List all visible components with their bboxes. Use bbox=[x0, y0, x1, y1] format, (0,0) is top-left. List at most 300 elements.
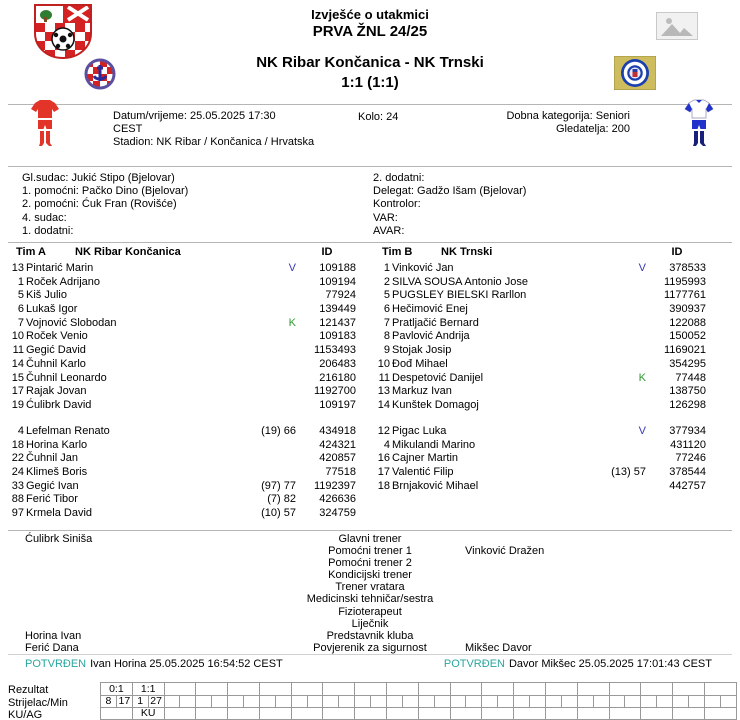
team-a-substitutes bbox=[8, 425, 356, 521]
player-id: 122088 bbox=[669, 316, 706, 329]
event-scorer-cell bbox=[164, 696, 180, 708]
event-kuag-cell: KU bbox=[132, 708, 164, 720]
event-minute-cell bbox=[625, 696, 641, 708]
report-title: Izvješće o utakmici bbox=[311, 7, 429, 22]
team-b-roster bbox=[374, 246, 706, 492]
event-kuag-cell bbox=[482, 708, 514, 720]
player-number: 5 bbox=[17, 289, 24, 302]
player-id: 378533 bbox=[669, 262, 706, 274]
event-result-cell bbox=[196, 683, 228, 696]
player-name: Pratljačić Bernard bbox=[392, 316, 479, 329]
image-placeholder-icon bbox=[656, 12, 698, 40]
player-name: Vojnović Slobodan bbox=[26, 316, 117, 329]
team-a-roster bbox=[8, 246, 356, 520]
event-result-cell bbox=[164, 683, 196, 696]
player-row bbox=[374, 452, 706, 466]
player-id: 77518 bbox=[325, 466, 356, 479]
player-captain-badge: V bbox=[638, 262, 646, 274]
player-number: 7 bbox=[383, 316, 390, 329]
staff-role-label: Liječnik bbox=[351, 617, 389, 630]
player-id: 126298 bbox=[669, 398, 706, 411]
player-name: Čuhnil Jan bbox=[26, 452, 78, 465]
player-number: 10 bbox=[377, 357, 390, 370]
player-name: Gegić Ivan bbox=[26, 479, 79, 492]
event-scorer-cell bbox=[323, 696, 339, 708]
event-minute-cell bbox=[720, 696, 736, 708]
staff-row bbox=[8, 642, 732, 654]
event-result-cell bbox=[228, 683, 260, 696]
event-minute-cell bbox=[466, 696, 482, 708]
player-row bbox=[374, 330, 706, 344]
events-grid bbox=[100, 682, 737, 720]
player-number: 10 bbox=[11, 330, 24, 343]
player-name: Markuz Ivan bbox=[392, 385, 452, 398]
match-datetime-stadium bbox=[113, 110, 314, 148]
team-a-label: Tim A bbox=[16, 246, 46, 258]
away-confirmation bbox=[444, 658, 712, 670]
divider bbox=[8, 654, 732, 655]
player-number: 22 bbox=[11, 452, 24, 465]
event-result-cell bbox=[355, 683, 387, 696]
player-number: 9 bbox=[383, 344, 390, 357]
player-name: Despetović Danijel bbox=[392, 371, 484, 384]
player-name: Roček Adrijano bbox=[26, 275, 100, 288]
player-number: 14 bbox=[377, 398, 390, 411]
event-scorer-cell: 8 bbox=[101, 696, 117, 708]
player-number: 2 bbox=[383, 275, 390, 288]
player-row bbox=[8, 480, 356, 494]
event-scorer-cell bbox=[291, 696, 307, 708]
staff-left-name: Horina Ivan bbox=[25, 629, 82, 642]
team-a-name: NK Ribar Končanica bbox=[75, 246, 181, 258]
player-captain-badge: V bbox=[288, 262, 296, 274]
match-title: NK Ribar Končanica - NK Trnski bbox=[256, 54, 484, 71]
event-scorer-cell bbox=[387, 696, 403, 708]
player-id: 216180 bbox=[319, 371, 356, 384]
staff-row bbox=[8, 593, 732, 605]
player-row bbox=[374, 289, 706, 303]
official-line: 2. pomoćni: Ćuk Fran (Rovišće) bbox=[22, 198, 177, 211]
event-kuag-cell bbox=[673, 708, 705, 720]
player-number: 5 bbox=[383, 289, 390, 302]
player-name: Cajner Martin bbox=[392, 452, 459, 465]
player-id: 206483 bbox=[319, 357, 356, 370]
match-timezone: CEST bbox=[113, 122, 143, 135]
event-kuag-cell bbox=[164, 708, 196, 720]
player-id: 109197 bbox=[319, 398, 356, 411]
staff-row bbox=[8, 618, 732, 630]
player-id: 1177761 bbox=[663, 289, 706, 302]
player-id: 77448 bbox=[675, 371, 706, 384]
player-number: 97 bbox=[11, 507, 24, 520]
event-result-cell: 0:1 bbox=[101, 683, 133, 696]
player-row bbox=[8, 344, 356, 358]
home-confirmed-by: Ivan Horina 25.05.2025 16:54:52 CEST bbox=[90, 658, 283, 670]
player-id: 434918 bbox=[319, 425, 356, 437]
event-result-cell bbox=[641, 683, 673, 696]
player-name: Čuhnil Karlo bbox=[26, 357, 86, 370]
player-number: 6 bbox=[383, 303, 390, 316]
event-result-cell bbox=[323, 683, 355, 696]
event-scorer-cell bbox=[577, 696, 593, 708]
event-minute-cell bbox=[339, 696, 355, 708]
player-row bbox=[8, 466, 356, 480]
player-sub-info: (10) 57 bbox=[261, 507, 296, 520]
player-number: 1 bbox=[17, 275, 24, 288]
player-name: Roček Venio bbox=[26, 330, 88, 343]
staff-row bbox=[8, 545, 732, 557]
player-name: Krmela David bbox=[26, 507, 93, 520]
home-kit-icon bbox=[30, 99, 60, 151]
player-id: 1153493 bbox=[313, 344, 356, 357]
player-captain-badge: V bbox=[638, 425, 646, 437]
player-number: 18 bbox=[377, 479, 390, 492]
team-b-name: NK Trnski bbox=[441, 246, 493, 258]
player-name: Ćulibrk David bbox=[26, 398, 92, 411]
event-result-cell: 1:1 bbox=[132, 683, 164, 696]
player-number: 13 bbox=[11, 262, 24, 274]
player-row bbox=[8, 276, 356, 290]
staff-role-label: Fizioterapeut bbox=[338, 605, 402, 618]
event-kuag-cell bbox=[323, 708, 355, 720]
events-kuag-row bbox=[101, 708, 737, 720]
player-id: 1192700 bbox=[313, 385, 356, 398]
event-scorer-cell bbox=[673, 696, 689, 708]
event-result-cell bbox=[514, 683, 546, 696]
event-result-cell bbox=[387, 683, 419, 696]
event-result-cell bbox=[291, 683, 323, 696]
player-number: 16 bbox=[377, 452, 390, 465]
player-row bbox=[8, 439, 356, 453]
event-minute-cell bbox=[593, 696, 609, 708]
event-scorer-cell bbox=[704, 696, 720, 708]
staff-role-label: Pomoćni trener 2 bbox=[328, 557, 412, 570]
events-result-row bbox=[101, 683, 737, 696]
player-name: Kiš Julio bbox=[26, 289, 67, 302]
team-a-id-header: ID bbox=[321, 246, 333, 258]
staff-row bbox=[8, 606, 732, 618]
event-scorer-cell bbox=[609, 696, 625, 708]
event-minute-cell bbox=[498, 696, 514, 708]
player-name: Pintarić Marin bbox=[26, 262, 94, 274]
match-datetime: Datum/vrijeme: 25.05.2025 17:30 bbox=[113, 110, 276, 122]
player-row bbox=[374, 466, 706, 480]
player-row bbox=[374, 262, 706, 276]
player-number: 19 bbox=[11, 398, 24, 411]
official-line: AVAR: bbox=[373, 224, 405, 237]
official-line: VAR: bbox=[373, 211, 398, 224]
event-kuag-cell bbox=[641, 708, 673, 720]
player-id: 354295 bbox=[669, 357, 706, 370]
team-b-starters bbox=[374, 262, 706, 413]
player-number: 13 bbox=[377, 385, 390, 398]
away-club-crest-icon bbox=[614, 56, 656, 90]
player-captain-badge: K bbox=[288, 316, 296, 329]
player-id: 377934 bbox=[669, 425, 706, 437]
player-number: 14 bbox=[11, 357, 24, 370]
events-row-label-kuag: KU/AG bbox=[8, 709, 43, 720]
player-name: Horina Karlo bbox=[26, 438, 88, 451]
player-id: 109183 bbox=[319, 330, 356, 343]
player-sub-info: (7) 82 bbox=[267, 493, 296, 506]
player-number: 7 bbox=[17, 316, 24, 329]
player-id: 1195993 bbox=[663, 275, 706, 288]
player-row bbox=[8, 425, 356, 439]
event-scorer-cell bbox=[514, 696, 530, 708]
match-stadium: Stadion: NK Ribar / Končanica / Hrvatska bbox=[113, 135, 315, 148]
event-minute-cell bbox=[402, 696, 418, 708]
event-kuag-cell bbox=[545, 708, 577, 720]
staff-left-name: Ćulibrk Siniša bbox=[25, 533, 93, 545]
officials-right-column bbox=[373, 172, 526, 238]
player-row bbox=[374, 317, 706, 331]
event-minute-cell bbox=[530, 696, 546, 708]
player-number: 4 bbox=[383, 438, 390, 451]
staff-role-label: Predstavnik kluba bbox=[326, 629, 414, 642]
staff-section bbox=[8, 533, 732, 654]
player-name: Pavlović Andrija bbox=[392, 330, 470, 343]
event-scorer-cell bbox=[228, 696, 244, 708]
staff-role-label: Medicinski tehničar/sestra bbox=[306, 593, 434, 606]
event-minute-cell bbox=[371, 696, 387, 708]
player-name: Stojak Josip bbox=[392, 344, 452, 357]
player-number: 33 bbox=[11, 479, 24, 492]
event-kuag-cell bbox=[228, 708, 260, 720]
player-row bbox=[374, 358, 706, 372]
staff-row bbox=[8, 569, 732, 581]
player-row bbox=[8, 330, 356, 344]
event-kuag-cell bbox=[577, 708, 609, 720]
team-b-id-header: ID bbox=[671, 246, 683, 258]
event-result-cell bbox=[673, 683, 705, 696]
player-captain-badge: K bbox=[638, 371, 646, 384]
player-id: 431120 bbox=[670, 438, 706, 451]
player-name: Brnjaković Mihael bbox=[392, 479, 479, 492]
event-scorer-cell bbox=[196, 696, 212, 708]
team-b-label: Tim B bbox=[382, 246, 413, 258]
event-result-cell bbox=[704, 683, 736, 696]
player-id: 77246 bbox=[675, 452, 706, 465]
player-number: 6 bbox=[17, 303, 24, 316]
county-crest-icon bbox=[32, 3, 94, 61]
player-sub-info: (19) 66 bbox=[261, 425, 296, 437]
player-sub-info: (97) 77 bbox=[261, 479, 296, 492]
player-row bbox=[8, 452, 356, 466]
player-row bbox=[8, 262, 356, 276]
player-name: Lukaš Igor bbox=[26, 303, 78, 316]
player-row bbox=[374, 303, 706, 317]
officials-left-column bbox=[22, 172, 188, 238]
player-row bbox=[374, 276, 706, 290]
home-confirmation bbox=[25, 658, 283, 670]
official-line: Kontrolor: bbox=[373, 198, 421, 211]
events-scorer-row bbox=[101, 696, 737, 708]
player-name: Lefelman Renato bbox=[26, 425, 110, 437]
player-number: 88 bbox=[11, 493, 24, 506]
player-id: 109188 bbox=[319, 262, 356, 274]
event-kuag-cell bbox=[291, 708, 323, 720]
player-name: SILVA SOUSA Antonio Jose bbox=[392, 275, 528, 288]
player-row bbox=[8, 317, 356, 331]
event-result-cell bbox=[259, 683, 291, 696]
player-number: 17 bbox=[11, 385, 24, 398]
player-name: Valentić Filip bbox=[392, 466, 454, 479]
player-row bbox=[374, 480, 706, 494]
event-kuag-cell bbox=[259, 708, 291, 720]
player-name: Klimeš Boris bbox=[26, 466, 88, 479]
event-scorer-cell bbox=[450, 696, 466, 708]
match-attendance: Gledatelja: 200 bbox=[556, 123, 630, 135]
event-result-cell bbox=[545, 683, 577, 696]
player-row bbox=[374, 399, 706, 413]
player-id: 150052 bbox=[669, 330, 706, 343]
player-number: 17 bbox=[377, 466, 390, 479]
player-name: Rajak Jovan bbox=[26, 385, 87, 398]
player-id: 139449 bbox=[319, 303, 356, 316]
player-row bbox=[374, 372, 706, 386]
event-scorer-cell bbox=[545, 696, 561, 708]
player-row bbox=[8, 385, 356, 399]
player-id: 138750 bbox=[669, 385, 706, 398]
official-line: 1. dodatni: bbox=[22, 224, 74, 237]
player-name: Mikulandi Marino bbox=[392, 438, 476, 451]
player-number: 8 bbox=[383, 330, 390, 343]
team-b-substitutes bbox=[374, 425, 706, 493]
player-name: Ferić Tibor bbox=[26, 493, 78, 506]
event-minute-cell: 27 bbox=[148, 696, 164, 708]
away-confirmed-by: Davor Mikšec 25.05.2025 17:01:43 CEST bbox=[508, 658, 712, 670]
official-line: Gl.sudac: Jukić Stipo (Bjelovar) bbox=[22, 172, 175, 184]
staff-right-name: Vinković Dražen bbox=[465, 545, 545, 557]
event-scorer-cell: 1 bbox=[132, 696, 148, 708]
staff-role-label: Pomoćni trener 1 bbox=[328, 545, 412, 558]
event-kuag-cell bbox=[704, 708, 736, 720]
player-name: Kunštek Domagoj bbox=[392, 398, 479, 411]
event-scorer-cell bbox=[418, 696, 434, 708]
staff-left-name: Ferić Dana bbox=[25, 641, 79, 654]
player-name: PUGSLEY BIELSKI Rarllon bbox=[392, 289, 527, 302]
event-scorer-cell bbox=[259, 696, 275, 708]
player-name: Gegić David bbox=[26, 344, 86, 357]
player-number: 24 bbox=[11, 466, 24, 479]
player-row bbox=[8, 358, 356, 372]
event-kuag-cell bbox=[355, 708, 387, 720]
player-row bbox=[8, 372, 356, 386]
divider bbox=[8, 530, 732, 531]
home-confirmed-status: POTVRĐEN bbox=[25, 658, 87, 670]
player-sub-info: (13) 57 bbox=[611, 466, 646, 479]
player-number: 18 bbox=[11, 438, 24, 451]
event-minute-cell bbox=[688, 696, 704, 708]
player-id: 390937 bbox=[669, 303, 706, 316]
player-row bbox=[374, 385, 706, 399]
event-minute-cell: 17 bbox=[116, 696, 132, 708]
away-kit-icon bbox=[684, 99, 714, 151]
team-b-header bbox=[374, 246, 706, 260]
event-minute-cell bbox=[180, 696, 196, 708]
player-row bbox=[8, 493, 356, 507]
event-minute-cell bbox=[561, 696, 577, 708]
divider bbox=[8, 104, 732, 105]
player-id: 378544 bbox=[669, 466, 706, 479]
event-minute-cell bbox=[244, 696, 260, 708]
staff-row bbox=[8, 581, 732, 593]
staff-role-label: Glavni trener bbox=[338, 533, 402, 545]
event-kuag-cell bbox=[101, 708, 133, 720]
event-kuag-cell bbox=[450, 708, 482, 720]
player-name: Hečimović Enej bbox=[392, 303, 468, 316]
staff-role-label: Kondicijski trener bbox=[328, 569, 412, 582]
event-result-cell bbox=[450, 683, 482, 696]
player-name: Vinković Jan bbox=[392, 262, 454, 274]
match-score: 1:1 (1:1) bbox=[341, 74, 399, 91]
match-round: Kolo: 24 bbox=[358, 111, 399, 123]
divider bbox=[8, 242, 732, 243]
player-row bbox=[374, 439, 706, 453]
event-minute-cell bbox=[434, 696, 450, 708]
event-kuag-cell bbox=[196, 708, 228, 720]
event-minute-cell bbox=[275, 696, 291, 708]
event-minute-cell bbox=[212, 696, 228, 708]
event-scorer-cell bbox=[641, 696, 657, 708]
player-name: Pigac Luka bbox=[392, 425, 447, 437]
match-category-attendance bbox=[430, 110, 630, 136]
team-a-header bbox=[8, 246, 356, 260]
player-id: 1169021 bbox=[663, 344, 706, 357]
event-result-cell bbox=[482, 683, 514, 696]
home-club-crest-icon bbox=[82, 55, 118, 93]
team-a-starters bbox=[8, 262, 356, 413]
player-id: 442757 bbox=[669, 479, 706, 492]
player-row bbox=[8, 303, 356, 317]
league-title: PRVA ŽNL 24/25 bbox=[312, 23, 428, 40]
official-line: 4. sudac: bbox=[22, 211, 67, 224]
player-row bbox=[374, 425, 706, 439]
player-number: 12 bbox=[377, 425, 390, 437]
official-line: 2. dodatni: bbox=[373, 172, 425, 184]
player-row bbox=[8, 289, 356, 303]
event-kuag-cell bbox=[387, 708, 419, 720]
player-id: 426636 bbox=[319, 493, 356, 506]
event-result-cell bbox=[418, 683, 450, 696]
player-id: 109194 bbox=[319, 275, 356, 288]
staff-row bbox=[8, 557, 732, 569]
event-kuag-cell bbox=[609, 708, 641, 720]
staff-right-name: Mikšec Davor bbox=[465, 641, 532, 654]
official-line: Delegat: Gadžo Išam (Bjelovar) bbox=[373, 185, 527, 198]
away-confirmed-status: POTVRĐEN bbox=[443, 658, 505, 670]
events-row-label-scorer: Strijelac/Min bbox=[8, 697, 68, 709]
event-result-cell bbox=[577, 683, 609, 696]
player-id: 121437 bbox=[319, 316, 356, 329]
player-id: 77924 bbox=[325, 289, 356, 302]
player-name: Čuhnil Leonardo bbox=[26, 371, 107, 384]
player-number: 4 bbox=[17, 425, 24, 437]
divider bbox=[8, 166, 732, 167]
player-number: 11 bbox=[378, 371, 390, 384]
player-number: 15 bbox=[11, 371, 24, 384]
player-row bbox=[374, 344, 706, 358]
event-scorer-cell bbox=[355, 696, 371, 708]
player-row bbox=[8, 399, 356, 413]
player-id: 424321 bbox=[319, 438, 356, 451]
staff-role-label: Povjerenik za sigurnost bbox=[313, 641, 427, 654]
match-category: Dobna kategorija: Seniori bbox=[506, 110, 630, 122]
player-id: 1192397 bbox=[313, 479, 356, 492]
staff-role-label: Trener vratara bbox=[335, 581, 405, 594]
event-minute-cell bbox=[307, 696, 323, 708]
player-number: 11 bbox=[12, 344, 24, 357]
